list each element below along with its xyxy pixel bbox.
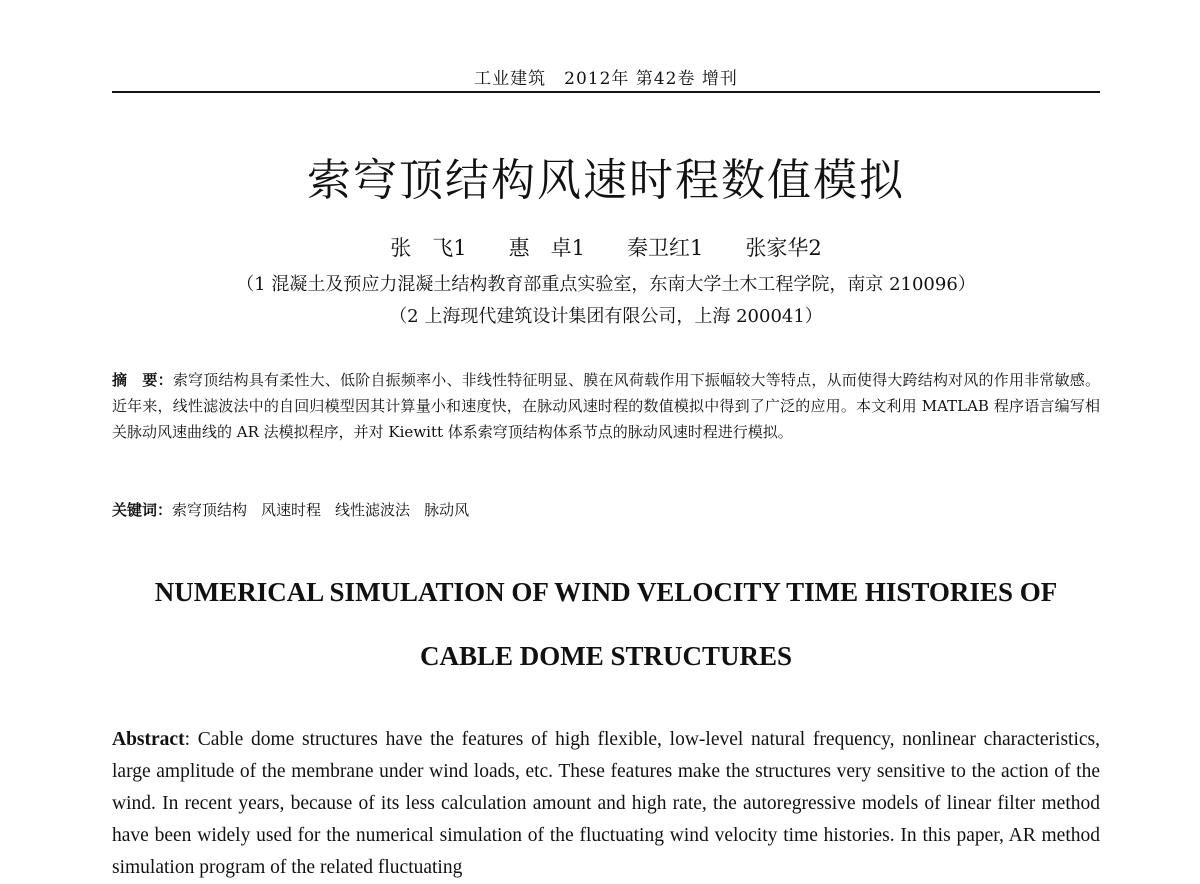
english-title-line-2: CABLE DOME STRUCTURES	[419, 641, 793, 671]
chinese-title: 索穹顶结构风速时程数值模拟	[307, 155, 905, 206]
header-rule	[112, 91, 1100, 93]
chinese-abstract	[112, 367, 1100, 445]
chinese-keywords	[112, 497, 1100, 523]
author-list: 张 飞1 惠 卓1 秦卫红1 张家华2	[390, 236, 822, 260]
keyword-item: 线性滤波法	[335, 501, 411, 519]
chinese-abstract-text: 索穹顶结构具有柔性大、低阶自振频率小、非线性特征明显、膜在风荷载作用下振幅较大等特点，从而使得大跨结构对风的作用非常敏感。近年来，线性滤波法中的自回归模型因其计算量小和速度快，在脉动风速时程的数值模拟中得到了广泛的应用。本文利用 MATLAB 程序语言编写相关脉动风速曲线的 AR 法模拟程序，并对 Kiewitt 体系索穹顶结构体系节点的脉动风速时程进行模拟。	[112, 371, 1100, 441]
keyword-item: 索穹顶结构	[172, 501, 248, 519]
keyword-item: 风速时程	[261, 501, 322, 519]
chinese-keywords-label: 关键词：	[112, 501, 173, 519]
english-abstract-label: Abstract	[112, 729, 185, 750]
running-header: 工业建筑 2012年 第42卷 增刊	[474, 69, 738, 89]
english-abstract-text: : Cable dome structures have the features of high flexible, low-level natural frequency, nonlinear characteristics, large amplitude of the membrane under wind loads, etc. These features make the structures very sensitive to the action of the wind. In recent years, because of its less calculation amount and high rate, the autoregressive models of linear filter method have been widely used for the numerical simulation of the fluctuating wind velocity time histories. In this paper, AR method simulation program of the related fluctuating	[112, 729, 1100, 878]
keyword-item: 脉动风	[424, 501, 470, 519]
english-title-line-1: NUMERICAL SIMULATION OF WIND VELOCITY TIME HISTORIES OF	[154, 577, 1058, 607]
english-abstract	[112, 724, 1100, 884]
affiliation-1: （1 混凝土及预应力混凝土结构教育部重点实验室，东南大学土木工程学院，南京 210096）	[236, 274, 976, 295]
chinese-abstract-label: 摘 要：	[112, 371, 173, 389]
affiliation-2: （2 上海现代建筑设计集团有限公司，上海 200041）	[389, 306, 823, 327]
